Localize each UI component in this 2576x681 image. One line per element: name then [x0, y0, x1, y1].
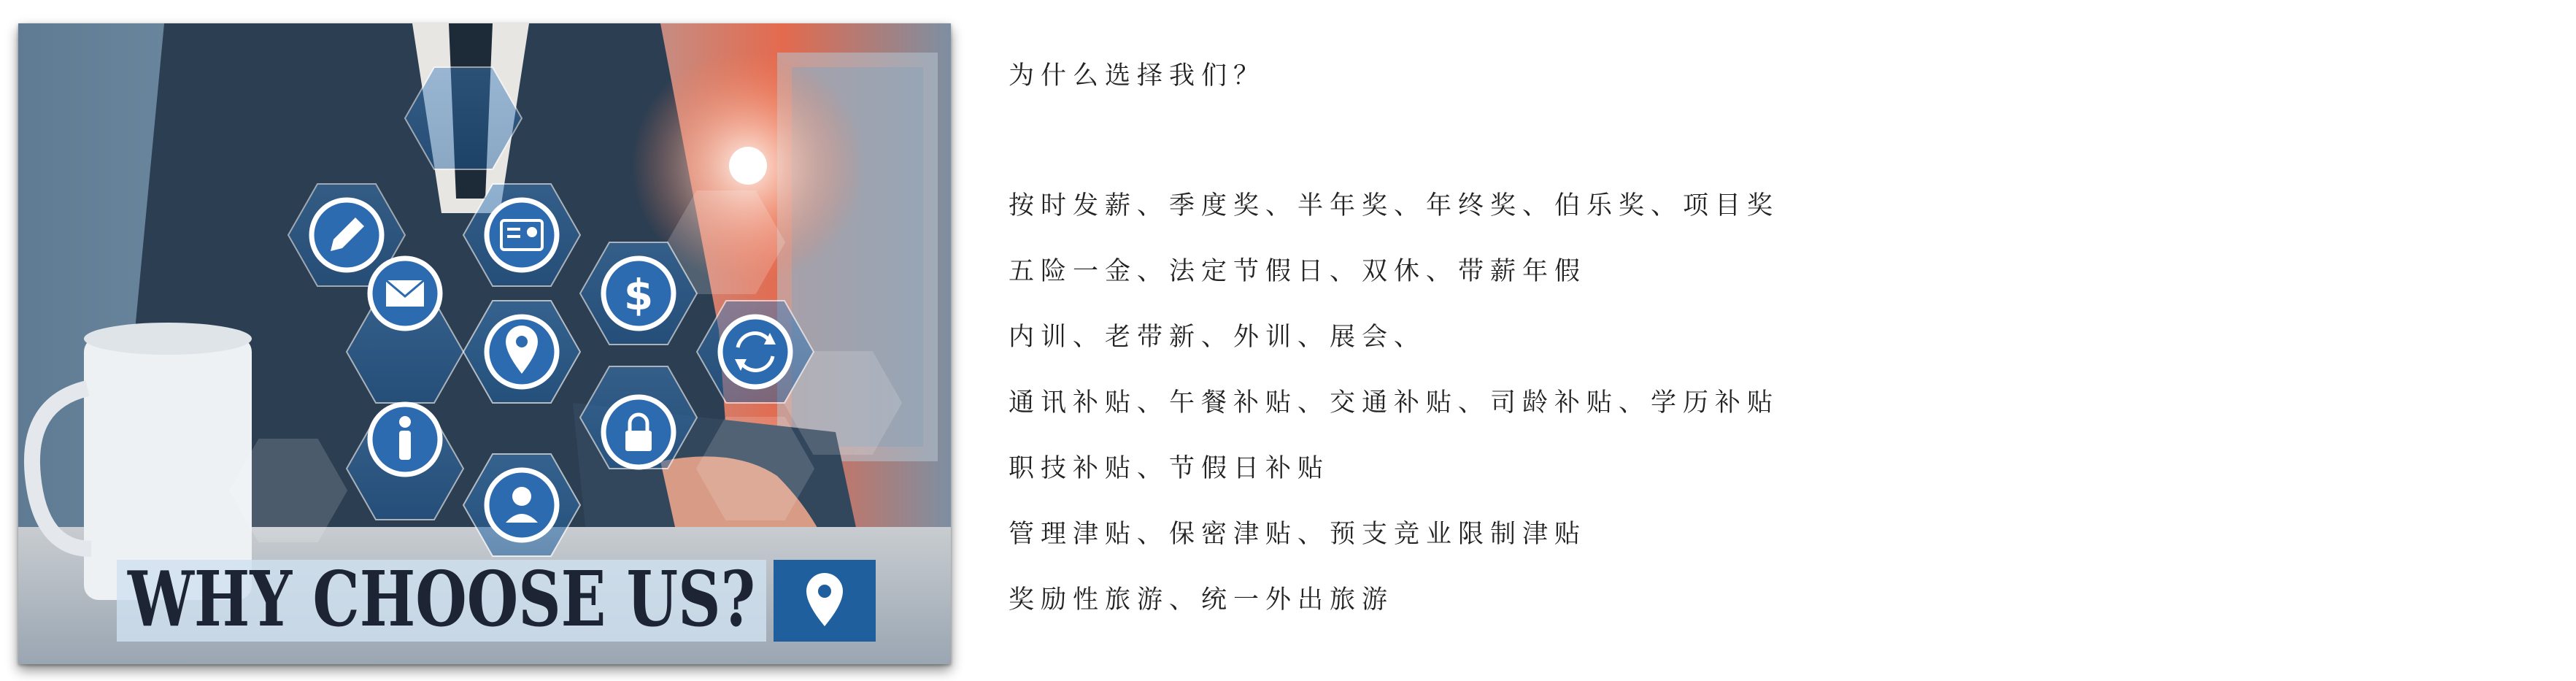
why-choose-us-photo	[18, 23, 951, 664]
list-item: 内训、老带新、外训、展会、	[1009, 323, 1427, 352]
benefits-panel	[1009, 58, 2395, 648]
list-item: 职技补贴、节假日补贴	[1009, 454, 1330, 483]
list-item: 奖励性旅游、统一外出旅游	[1009, 585, 1395, 615]
location-pin-icon	[487, 317, 557, 387]
user-icon	[487, 470, 557, 540]
envelope-icon	[370, 258, 440, 328]
pencil-icon	[312, 200, 382, 270]
list-item: 通讯补贴、午餐补贴、交通补贴、司龄补贴、学历补贴	[1009, 388, 1780, 418]
person-icon	[370, 404, 440, 474]
page-title: 为什么选择我们？	[1009, 61, 1266, 91]
svg-text:$: $	[623, 270, 654, 320]
list-item: 五险一金、法定节假日、双休、带薪年假	[1009, 257, 1587, 286]
refresh-icon	[720, 317, 790, 387]
lock-icon	[603, 397, 674, 467]
benefits-list	[1009, 188, 2395, 617]
dollar-icon	[603, 258, 674, 328]
list-item: 按时发薪、季度奖、半年奖、年终奖、伯乐奖、项目奖	[1009, 191, 1780, 220]
list-item: 管理津贴、保密津贴、预支竞业限制津贴	[1009, 520, 1587, 549]
banner-text: WHY CHOOSE US?	[127, 554, 756, 644]
photo-illustration	[18, 23, 951, 664]
id-card-icon	[487, 200, 557, 270]
